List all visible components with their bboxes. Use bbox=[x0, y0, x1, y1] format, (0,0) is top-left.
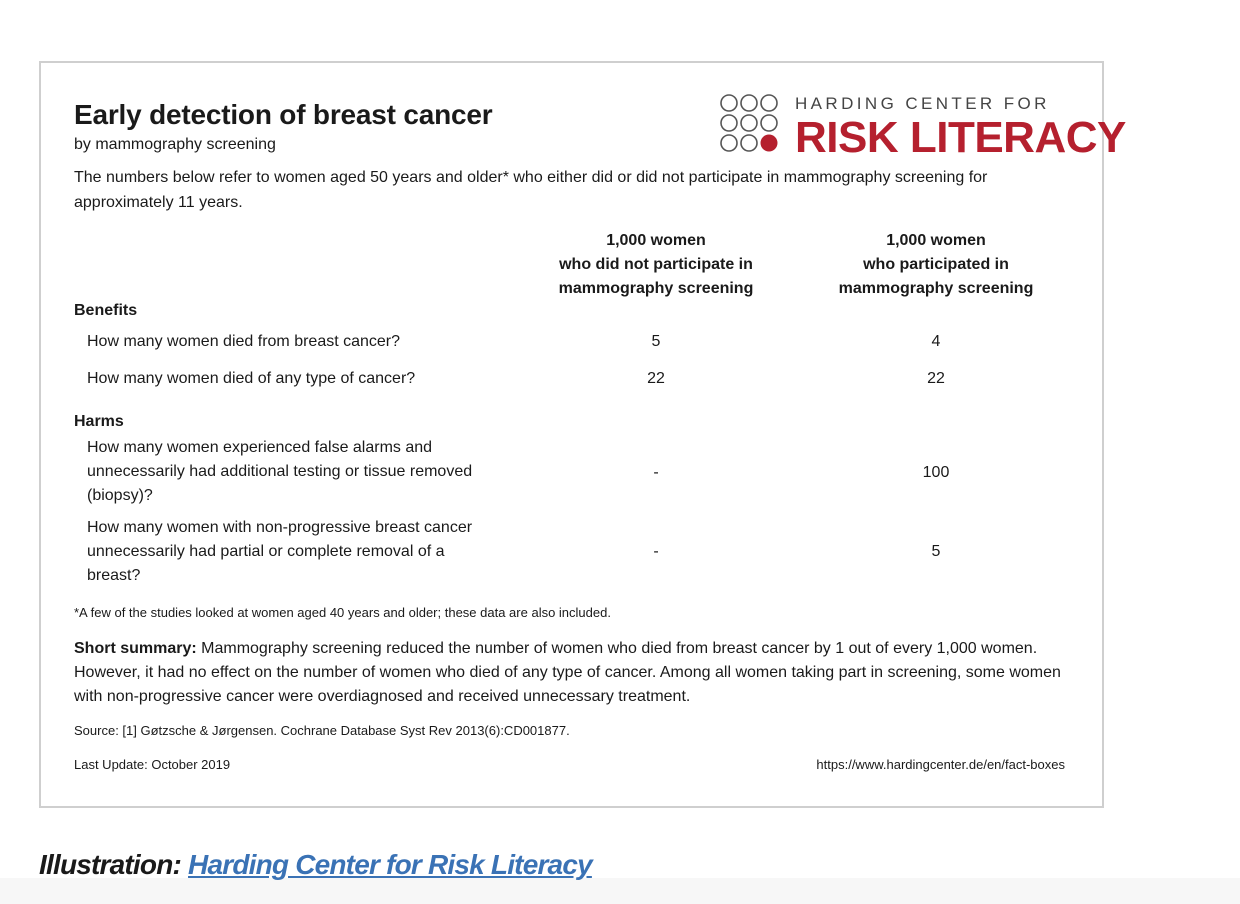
fact-box-title: Early detection of breast cancer bbox=[74, 99, 493, 130]
fact-box-subtitle: by mammography screening bbox=[74, 136, 276, 153]
row-value-not-screened: 5 bbox=[651, 333, 661, 350]
row-value-not-screened: 22 bbox=[647, 370, 665, 387]
column-header-not-screened bbox=[526, 229, 786, 301]
column-header-line: mammography screening bbox=[558, 280, 754, 297]
short-summary bbox=[74, 637, 1074, 709]
intro-text: The numbers below refer to women aged 50 years and older* who either did or did not participate in mammography screening for approximately 11 years. bbox=[74, 169, 988, 211]
column-header-line: mammography screening bbox=[838, 280, 1034, 297]
image-caption bbox=[39, 849, 592, 881]
row-question: How many women with non-progressive breast cancer unnecessarily had partial or complete removal of a breast? bbox=[87, 519, 473, 584]
column-header-line: 1,000 women bbox=[886, 232, 986, 249]
footnote: *A few of the studies looked at women aged 40 years and older; these data are also included. bbox=[74, 605, 611, 620]
row-value-not-screened: - bbox=[653, 464, 659, 481]
row-value-screened: 4 bbox=[931, 333, 941, 350]
row-value-screened: 100 bbox=[922, 464, 950, 481]
caption-link[interactable]: Harding Center for Risk Literacy bbox=[188, 849, 592, 880]
row-question: How many women died of any type of cancer? bbox=[87, 370, 416, 387]
logo-line-harding-center: HARDING CENTER FOR bbox=[795, 94, 1050, 113]
column-header-line: who did not participate in bbox=[559, 256, 753, 273]
row-value-screened: 22 bbox=[927, 370, 945, 387]
column-header-line: 1,000 women bbox=[606, 232, 706, 249]
column-header-screened bbox=[806, 229, 1066, 301]
last-update: Last Update: October 2019 bbox=[74, 757, 231, 772]
section-benefits-label: Benefits bbox=[74, 302, 138, 319]
harding-center-logo bbox=[719, 91, 1126, 162]
fact-box-image bbox=[39, 61, 1126, 808]
row-question: How many women experienced false alarms and unnecessarily had additional testing or tissue removed (biopsy)? bbox=[87, 439, 473, 504]
row-question: How many women died from breast cancer? bbox=[87, 333, 401, 350]
source-citation: Source: [1] Gøtzsche & Jørgensen. Cochrane Database Syst Rev 2013(6):CD001877. bbox=[74, 723, 570, 738]
fact-box-url: https://www.hardingcenter.de/en/fact-boxes bbox=[816, 757, 1065, 772]
section-harms-label: Harms bbox=[74, 413, 124, 430]
page-bottom-strip bbox=[0, 878, 1240, 904]
row-value-screened: 5 bbox=[931, 543, 941, 560]
logo-line-risk-literacy: RISK LITERACY bbox=[795, 113, 1126, 162]
column-header-line: who participated in bbox=[863, 256, 1009, 273]
short-summary-label: Short summary: bbox=[74, 640, 197, 657]
caption-prefix: Illustration: bbox=[39, 849, 189, 880]
row-value-not-screened: - bbox=[653, 543, 659, 560]
short-summary-text: Mammography screening reduced the number of women who died from breast cancer by 1 out of every 1,000 women. However, it had no effect on the number of women who died of any type of cancer. Among all women taking part in screening, some women with non-progressive cancer were overdiagnosed and received unnecessary treatment. bbox=[74, 640, 1061, 705]
circle-grid-logo-icon bbox=[719, 91, 791, 159]
